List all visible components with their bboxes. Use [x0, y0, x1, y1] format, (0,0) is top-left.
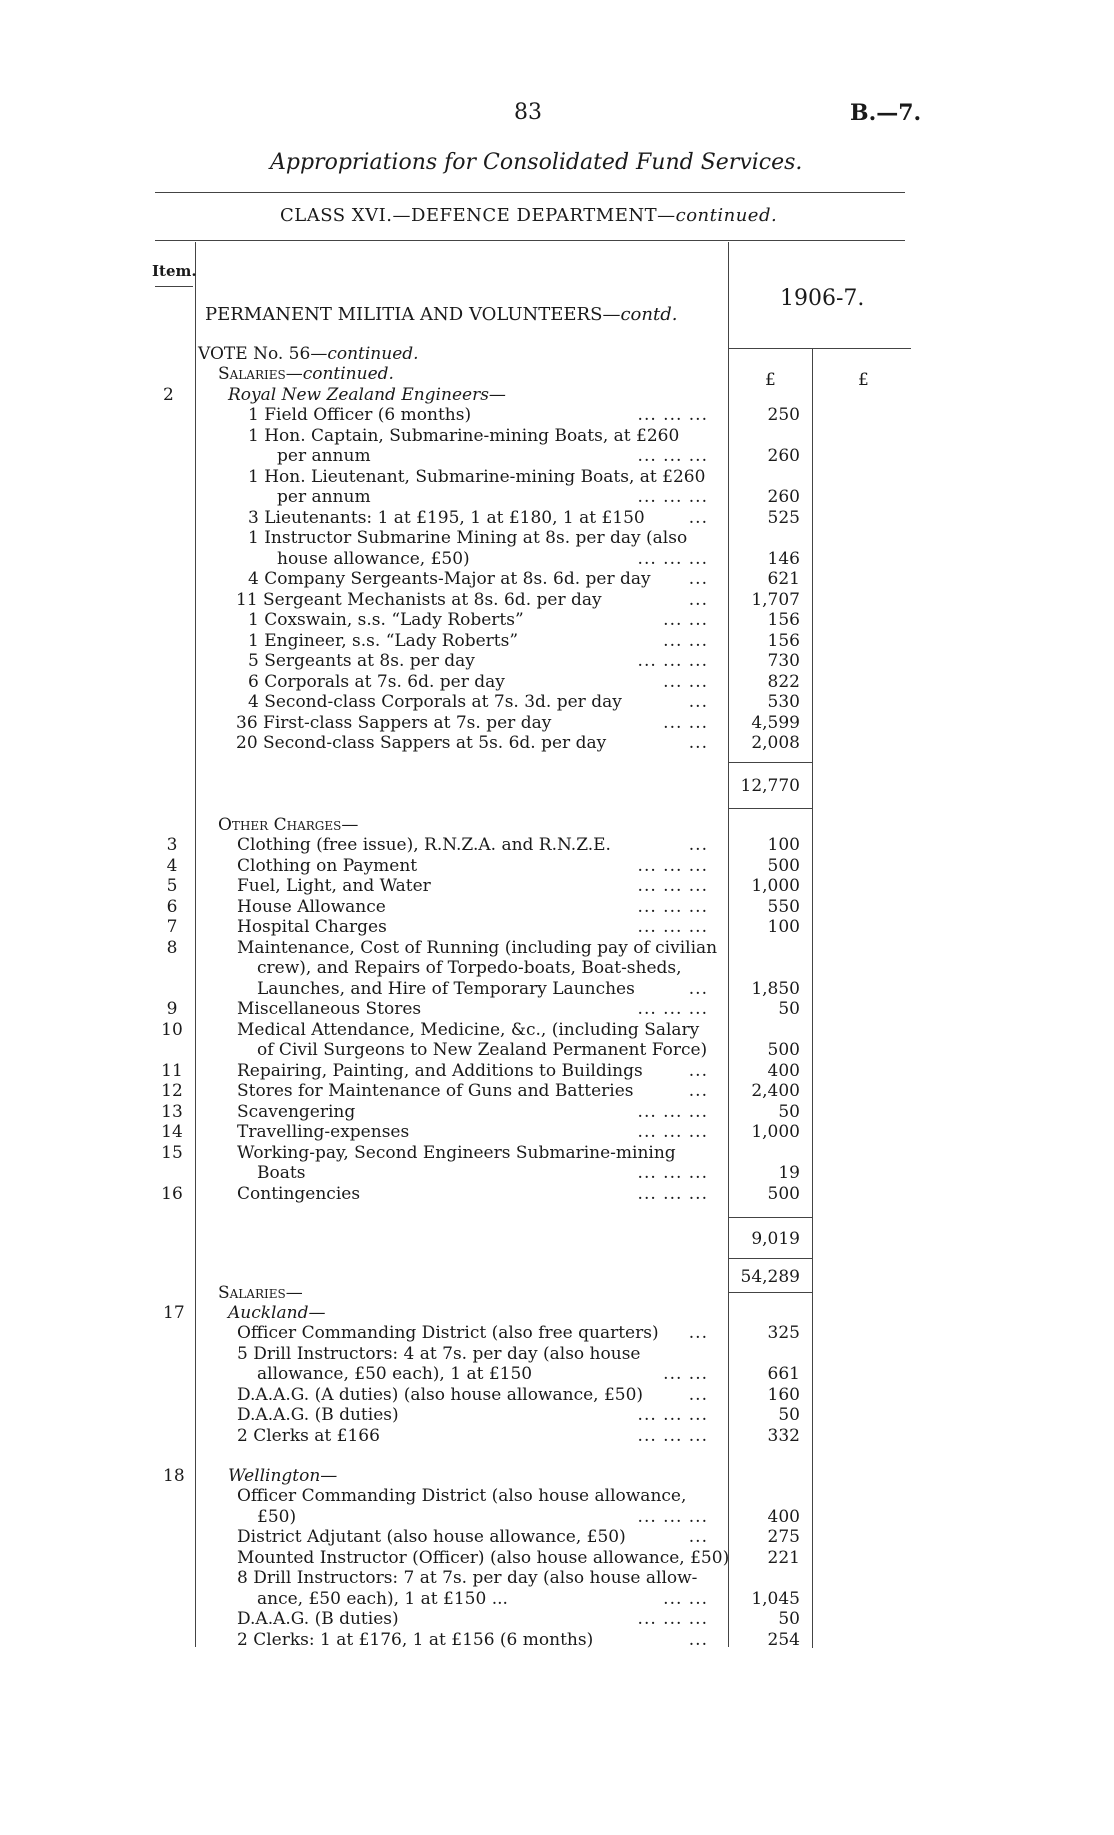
row-amount: 275	[767, 1527, 800, 1547]
table-row	[0, 999, 1114, 1019]
row-description: 20 Second-class Sappers at 5s. 6d. per day	[236, 733, 607, 753]
leader-dots: ... ... ...	[637, 1425, 708, 1446]
year-rule	[728, 348, 911, 349]
row-description: 3 Lieutenants: 1 at £195, 1 at £180, 1 at £150	[248, 507, 645, 528]
row-amount: 100	[767, 917, 800, 937]
auckland-title-text: Auckland—	[228, 1303, 326, 1323]
table-row	[0, 569, 1114, 589]
table-row	[0, 1507, 1114, 1527]
row-description: Medical Attendance, Medicine, &c., (including Salary	[237, 1019, 700, 1040]
row-description: 8 Drill Instructors: 7 at 7s. per day (also house allow-	[237, 1568, 698, 1588]
leader-dots: ... ... ...	[637, 1163, 708, 1183]
item-header-rule	[155, 286, 193, 287]
leader-dots: ... ... ...	[637, 999, 708, 1019]
row-description: Boats	[257, 1163, 306, 1183]
row-amount: 4,599	[751, 712, 800, 733]
leader-dots: ... ...	[663, 610, 708, 630]
leader-dots: ...	[688, 1629, 708, 1650]
row-amount: 1,045	[751, 1588, 800, 1609]
row-amount: 2,008	[751, 733, 800, 753]
leader-dots: ...	[688, 1081, 708, 1101]
table-row	[0, 1344, 1114, 1364]
row-description: 4 Second-class Corporals at 7s. 3d. per day	[248, 692, 622, 712]
section-title-cont: contd.	[620, 304, 678, 325]
row-amount: 50	[778, 1101, 800, 1122]
row-amount: 156	[767, 630, 800, 651]
rnze-total: 12,770	[740, 776, 800, 796]
row-description: 11 Sergeant Mechanists at 8s. 6d. per day	[236, 589, 602, 610]
class-title-text: CLASS XVI.—DEFENCE DEPARTMENT—	[280, 205, 676, 226]
row-description: Travelling-expenses	[237, 1122, 410, 1142]
item-number: 16	[161, 1183, 183, 1204]
table-row	[0, 1568, 1114, 1588]
table-row	[0, 1527, 1114, 1547]
table-row	[0, 938, 1114, 958]
table-row	[0, 1630, 1114, 1650]
row-description: of Civil Surgeons to New Zealand Permanent Force)	[257, 1040, 708, 1060]
row-description: D.A.A.G. (B duties)	[237, 1609, 399, 1629]
item-number: 12	[161, 1081, 183, 1101]
table-row	[0, 1040, 1114, 1060]
table-row	[0, 917, 1114, 937]
item-number: 5	[166, 876, 178, 896]
row-description: Miscellaneous Stores	[237, 999, 422, 1019]
table-row	[0, 1385, 1114, 1405]
row-description: 2 Clerks at £166	[237, 1425, 380, 1446]
table-row	[0, 1486, 1114, 1506]
row-description: per annum	[277, 446, 371, 466]
row-description: £50)	[257, 1506, 297, 1527]
section-title-text: PERMANENT MILITIA AND VOLUNTEERS—	[205, 304, 621, 325]
leader-dots: ... ... ...	[637, 855, 708, 876]
leader-dots: ... ... ...	[637, 896, 708, 917]
row-amount: 50	[778, 1405, 800, 1425]
row-amount: 550	[767, 896, 800, 917]
table-row	[0, 713, 1114, 733]
leader-dots: ... ... ...	[637, 1609, 708, 1629]
section-title	[205, 304, 677, 325]
table-row	[0, 1102, 1114, 1122]
leader-dots: ... ... ...	[637, 1405, 708, 1425]
salaries-cont-italic: continued.	[302, 364, 394, 384]
row-amount: 500	[767, 1183, 800, 1204]
item-number: 4	[166, 855, 178, 876]
row-description: 1 Coxswain, s.s. “Lady Roberts”	[248, 610, 524, 630]
table-row	[0, 1405, 1114, 1425]
leader-dots: ... ... ...	[637, 487, 708, 507]
row-amount: 160	[767, 1384, 800, 1405]
table-row	[0, 508, 1114, 528]
row-description: Officer Commanding District (also house allowance,	[237, 1486, 687, 1506]
page-number: 83	[514, 100, 542, 125]
row-description: Stores for Maintenance of Guns and Batteries	[237, 1081, 634, 1101]
leader-dots: ... ... ...	[637, 1101, 708, 1122]
row-description: Maintenance, Cost of Running (including pay of civilian	[237, 937, 718, 958]
table-row	[0, 1163, 1114, 1183]
leader-dots: ...	[688, 569, 708, 589]
table-row	[0, 672, 1114, 692]
table-row	[0, 958, 1114, 978]
row-amount: 400	[767, 1506, 800, 1527]
leader-dots: ...	[688, 507, 708, 528]
other-charges-total: 9,019	[751, 1229, 800, 1249]
item-number: 8	[166, 937, 178, 958]
row-description: per annum	[277, 487, 371, 507]
other-charges-label	[218, 815, 358, 835]
wellington-item: 18	[163, 1466, 185, 1486]
row-description: 6 Corporals at 7s. 6d. per day	[248, 671, 505, 692]
row-amount: 50	[778, 1609, 800, 1629]
row-amount: 1,000	[751, 876, 800, 896]
item-column-header: Item.	[152, 262, 197, 280]
row-description: D.A.A.G. (B duties)	[237, 1405, 399, 1425]
leader-dots: ...	[688, 733, 708, 753]
salaries-cont-text: Salaries—	[218, 364, 303, 384]
row-description: 1 Field Officer (6 months)	[248, 405, 472, 425]
row-description: Working-pay, Second Engineers Submarine-mining	[237, 1142, 676, 1163]
table-row	[0, 1020, 1114, 1040]
table-row	[0, 487, 1114, 507]
vote-label-cont: continued.	[327, 344, 419, 364]
row-description: crew), and Repairs of Torpedo-boats, Boat-sheds,	[257, 958, 682, 978]
table-row	[0, 1589, 1114, 1609]
row-amount: 221	[767, 1547, 800, 1568]
row-amount: 400	[767, 1060, 800, 1081]
table-row	[0, 590, 1114, 610]
table-row	[0, 651, 1114, 671]
table-row	[0, 856, 1114, 876]
item-number: 13	[161, 1101, 183, 1122]
other-charges-text: Other Charges—	[218, 815, 359, 835]
row-amount: 525	[767, 507, 800, 528]
row-amount: 822	[767, 671, 800, 692]
table-row	[0, 426, 1114, 446]
table-row	[0, 1061, 1114, 1081]
row-description: 2 Clerks: 1 at £176, 1 at £156 (6 months)	[237, 1629, 594, 1650]
row-description: Hospital Charges	[237, 917, 387, 937]
row-amount: 100	[767, 835, 800, 855]
table-row	[0, 467, 1114, 487]
salaries-label	[218, 1283, 303, 1303]
row-amount: 621	[767, 569, 800, 589]
item-number: 2	[163, 385, 174, 405]
row-amount: 260	[767, 446, 800, 466]
row-amount: 156	[767, 610, 800, 630]
row-description: 36 First-class Sappers at 7s. per day	[236, 712, 552, 733]
row-amount: 530	[767, 692, 800, 712]
leader-dots: ...	[688, 1060, 708, 1081]
currency-symbol-2: £	[858, 370, 869, 390]
class-title	[280, 205, 777, 226]
row-description: Clothing on Payment	[237, 855, 418, 876]
table-row	[0, 528, 1114, 548]
item-number: 9	[166, 999, 178, 1019]
row-amount: 260	[767, 487, 800, 507]
row-amount: 1,000	[751, 1122, 800, 1142]
table-row	[0, 876, 1114, 896]
header-rule	[155, 240, 905, 241]
leader-dots: ...	[688, 1527, 708, 1547]
row-amount: 2,400	[751, 1081, 800, 1101]
item-number: 7	[166, 917, 178, 937]
row-amount: 1,850	[751, 978, 800, 999]
table-row	[0, 1548, 1114, 1568]
leader-dots: ... ...	[663, 671, 708, 692]
row-description: Fuel, Light, and Water	[237, 876, 431, 896]
leader-dots: ...	[688, 978, 708, 999]
row-description: House Allowance	[237, 896, 386, 917]
grand-total-rule-top	[728, 1258, 812, 1259]
item-number: 6	[166, 896, 178, 917]
table-row	[0, 610, 1114, 630]
rnze-total-rule	[728, 762, 812, 763]
table-row	[0, 1143, 1114, 1163]
row-description: Clothing (free issue), R.N.Z.A. and R.N.Z.E.	[237, 835, 611, 855]
row-description: 4 Company Sergeants-Major at 8s. 6d. per day	[248, 569, 651, 589]
year-header: 1906-7.	[780, 286, 865, 311]
item-number: 15	[161, 1142, 183, 1163]
row-amount: 500	[767, 1040, 800, 1060]
leader-dots: ... ...	[663, 630, 708, 651]
salaries-label-text: Salaries—	[218, 1283, 303, 1303]
table-row	[0, 1081, 1114, 1101]
rnze-title-text: Royal New Zealand Engineers—	[228, 385, 506, 405]
leader-dots: ...	[688, 692, 708, 712]
leader-dots: ... ... ...	[637, 1183, 708, 1204]
row-description: Officer Commanding District (also free quarters)	[237, 1323, 659, 1343]
table-row	[0, 1323, 1114, 1343]
leader-dots: ...	[688, 1384, 708, 1405]
table-row	[0, 446, 1114, 466]
table-row	[0, 692, 1114, 712]
row-description: allowance, £50 each), 1 at £150	[257, 1364, 533, 1384]
row-description: 1 Engineer, s.s. “Lady Roberts”	[248, 630, 519, 651]
table-row	[0, 897, 1114, 917]
row-description: Contingencies	[237, 1183, 361, 1204]
title-text: Appropriations for Consolidated Fund Services.	[270, 150, 803, 175]
rnze-total-rule-bottom	[728, 808, 812, 809]
leader-dots: ... ...	[663, 1364, 708, 1384]
row-description: D.A.A.G. (A duties) (also house allowance, £50)	[237, 1384, 644, 1405]
table-row	[0, 835, 1114, 855]
leader-dots: ... ... ...	[637, 405, 708, 425]
item-number: 11	[161, 1060, 183, 1081]
row-amount: 1,707	[751, 589, 800, 610]
salaries-cont-label	[218, 364, 394, 384]
row-amount: 661	[767, 1364, 800, 1384]
row-description: 1 Hon. Captain, Submarine-mining Boats, at £260	[248, 425, 680, 446]
table-row	[0, 1184, 1114, 1204]
row-description: Mounted Instructor (Officer) (also house allowance, £50)	[237, 1547, 730, 1568]
rnze-title	[228, 385, 506, 405]
row-description: Launches, and Hire of Temporary Launches	[257, 978, 635, 999]
table-row	[0, 1364, 1114, 1384]
leader-dots: ...	[688, 1323, 708, 1343]
leader-dots: ... ...	[663, 712, 708, 733]
row-description: Scavengering	[237, 1101, 356, 1122]
table-row	[0, 1122, 1114, 1142]
wellington-title	[228, 1466, 337, 1486]
leader-dots: ... ... ...	[637, 651, 708, 671]
row-description: 1 Hon. Lieutenant, Submarine-mining Boats, at £260	[248, 466, 706, 487]
page-title	[270, 150, 802, 175]
grand-total: 54,289	[740, 1267, 800, 1287]
table-row	[0, 405, 1114, 425]
row-description: 1 Instructor Submarine Mining at 8s. per day (also	[248, 528, 688, 548]
grand-total-rule-bottom	[728, 1292, 812, 1293]
row-amount: 332	[767, 1425, 800, 1446]
other-total-rule	[728, 1217, 812, 1218]
table-row	[0, 549, 1114, 569]
table-row	[0, 1426, 1114, 1446]
row-amount: 730	[767, 651, 800, 671]
row-amount: 250	[767, 405, 800, 425]
row-amount: 50	[778, 999, 800, 1019]
leader-dots: ... ... ...	[637, 446, 708, 466]
row-description: 5 Sergeants at 8s. per day	[248, 651, 475, 671]
document-reference: B.—7.	[850, 100, 922, 126]
item-number: 10	[161, 1019, 183, 1040]
table-row	[0, 631, 1114, 651]
title-rule	[155, 192, 905, 193]
leader-dots: ... ...	[663, 1588, 708, 1609]
leader-dots: ... ... ...	[637, 1506, 708, 1527]
table-row	[0, 733, 1114, 753]
row-description: District Adjutant (also house allowance, £50)	[237, 1527, 626, 1547]
item-number: 3	[166, 835, 178, 855]
row-description: house allowance, £50)	[277, 548, 470, 569]
table-row	[0, 979, 1114, 999]
row-amount: 146	[767, 548, 800, 569]
leader-dots: ...	[688, 835, 708, 855]
leader-dots: ... ... ...	[637, 876, 708, 896]
row-description: ance, £50 each), 1 at £150 ...	[257, 1588, 508, 1609]
row-description: 5 Drill Instructors: 4 at 7s. per day (also house	[237, 1343, 641, 1364]
auckland-item: 17	[163, 1303, 185, 1323]
row-description: Repairing, Painting, and Additions to Buildings	[237, 1060, 643, 1081]
row-amount: 254	[767, 1629, 800, 1650]
class-title-cont: continued.	[675, 205, 778, 226]
wellington-title-text: Wellington—	[228, 1466, 338, 1486]
auckland-title	[228, 1303, 325, 1323]
row-amount: 325	[767, 1323, 800, 1343]
vote-label-text: VOTE No. 56—	[198, 344, 328, 364]
vote-label	[198, 344, 419, 364]
row-amount: 500	[767, 855, 800, 876]
table-row	[0, 1609, 1114, 1629]
currency-symbol-1: £	[765, 370, 776, 390]
item-number: 14	[161, 1122, 183, 1142]
leader-dots: ... ... ...	[637, 917, 708, 937]
leader-dots: ... ... ...	[637, 548, 708, 569]
leader-dots: ...	[688, 589, 708, 610]
leader-dots: ... ... ...	[637, 1122, 708, 1142]
row-amount: 19	[778, 1163, 800, 1183]
